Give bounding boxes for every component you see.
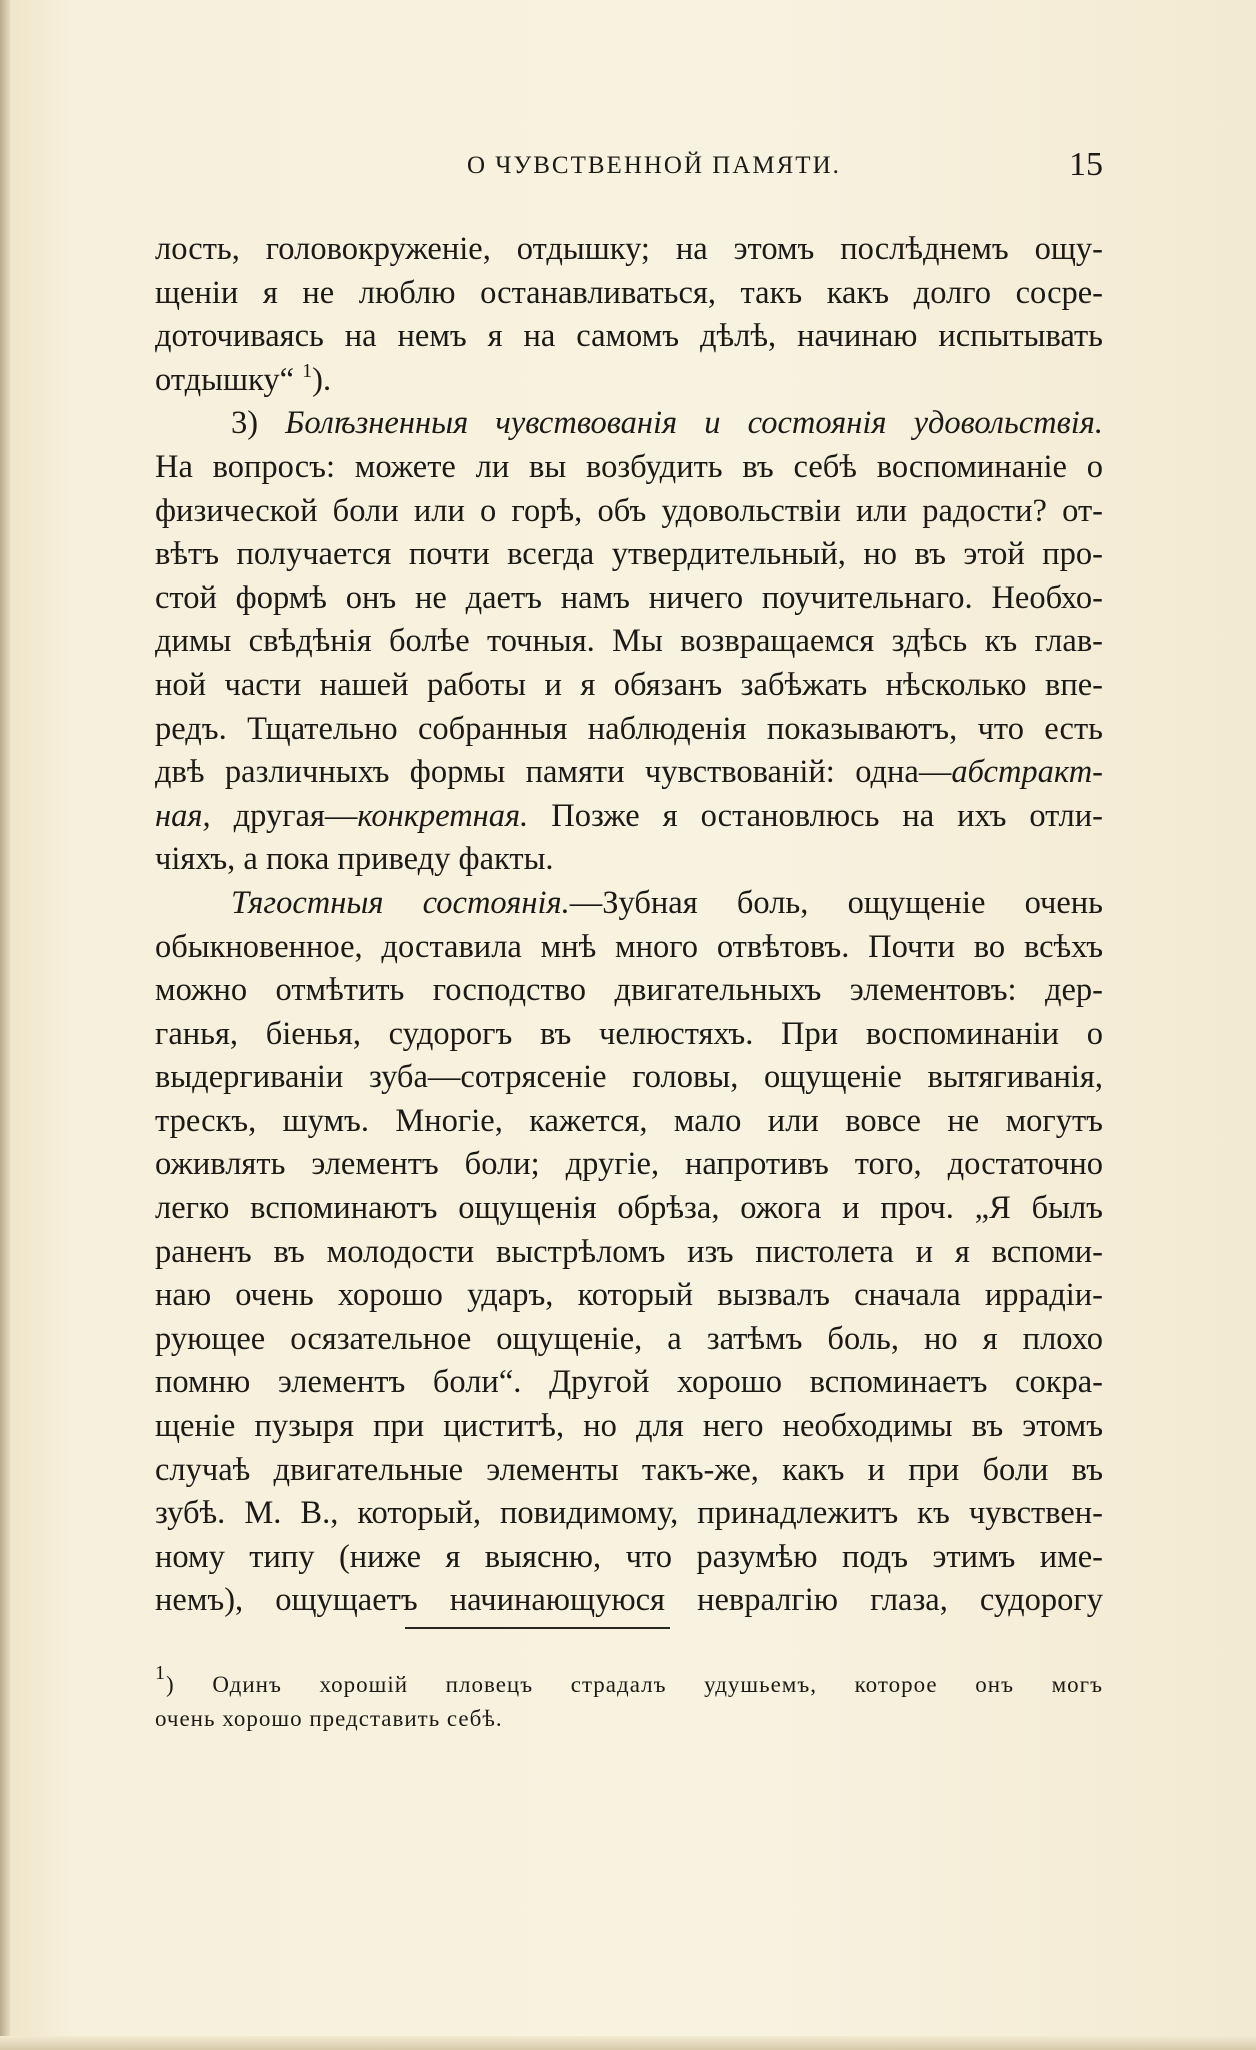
text-line: физической боли или о горѣ, объ удовольствіи или радости? от- (155, 492, 1103, 529)
text-line: раненъ въ молодости выстрѣломъ изъ пистолета и я вспоми- (155, 1233, 1103, 1270)
text-line: случаѣ двигательные элементы такъ-же, какъ и при боли въ (155, 1451, 1103, 1488)
text-fragment: отдышку“ (155, 361, 294, 398)
footnote (155, 1662, 1103, 1736)
page-bottom-edge (0, 2036, 1256, 2050)
text-line (155, 882, 1103, 926)
text-line: стой формѣ онъ не даетъ намъ ничего поучительнаго. Необхо- (155, 579, 1103, 616)
italic-term: абстракт- (951, 754, 1103, 791)
text-line: зубѣ. М. В., который, повидимому, принадлежитъ къ чувствен- (155, 1495, 1103, 1532)
text-fragment: другая— (210, 797, 358, 834)
text-line: помню элементъ боли“. Другой хорошо вспоминаетъ сокра- (155, 1364, 1103, 1401)
text-line: выдергиваніи зуба—сотрясеніе головы, ощущеніе вытягиванія, (155, 1059, 1103, 1096)
text-line (155, 359, 1103, 403)
text-line: обыкновенное, доставила мнѣ много отвѣтовъ. Почти во всѣхъ (155, 928, 1103, 965)
running-title: О ЧУВСТВЕННОЙ ПАМЯТИ. (467, 152, 841, 179)
footnote-line (155, 1662, 1103, 1702)
text-line: димы свѣдѣнія болѣе точныя. Мы возвращаемся здѣсь къ глав- (155, 623, 1103, 660)
text-line: наю очень хорошо ударъ, который вызвалъ сначала иррадіи- (155, 1277, 1103, 1314)
text-line: ганья, біенья, судорогъ въ челюстяхъ. При воспоминаніи о (155, 1015, 1103, 1052)
page-header (155, 148, 1103, 188)
italic-term: конкретная. (357, 797, 529, 834)
text-line: можно отмѣтить господство двигательныхъ элементовъ: дер- (155, 972, 1103, 1009)
text-line: редъ. Тщательно собранныя наблюденія показываютъ, что есть (155, 710, 1103, 747)
footnote-line: очень хорошо представить себѣ. (155, 1706, 503, 1731)
italic-term: ная, (155, 797, 211, 834)
text-line: рующее осязательное ощущеніе, а затѣмъ боль, но я плохо (155, 1320, 1103, 1357)
body-text (155, 228, 1103, 1623)
section-heading-line (155, 402, 1103, 446)
section-heading: Болѣзненныя чувствованія и состоянія удовольствія. (285, 405, 1103, 442)
text-line: легко вспоминаютъ ощущенія обрѣза, ожога и проч. „Я былъ (155, 1190, 1103, 1227)
text-line: лость, головокруженіе, отдышку; на этомъ послѣднемъ ощу- (155, 231, 1103, 267)
text-line: доточиваясь на немъ я на самомъ дѣлѣ, начинаю испытывать (155, 318, 1103, 355)
text-line: немъ), ощущаетъ начинающуюся невралгію глаза, судорогу (155, 1582, 1103, 1619)
text-fragment: Позже я остановлюсь на ихъ отли- (528, 797, 1103, 834)
text-line: чіяхъ, а пока приведу факты. (155, 841, 554, 878)
text-fragment: —Зубная боль, ощущеніе очень (569, 884, 1103, 921)
text-fragment: ) Одинъ хорошій пловецъ страдалъ удушьемъ, которое онъ могъ (166, 1672, 1103, 1697)
subsection-heading: Тягостныя состоянія. (231, 884, 570, 921)
book-spine-edge (0, 0, 10, 2050)
text-line: щеніе пузыря при циститѣ, но для него необходимы въ этомъ (155, 1408, 1103, 1445)
section-number: 3) (231, 405, 259, 442)
page-number: 15 (1069, 146, 1103, 183)
footnote-marker: 1 (155, 1662, 166, 1684)
footnote-ref: 1 (302, 359, 313, 382)
text-line: вѣтъ получается почти всегда утвердительный, но въ этой про- (155, 536, 1103, 573)
text-line (155, 751, 1103, 795)
text-line: трескъ, шумъ. Многіе, кажется, мало или вовсе не могутъ (155, 1102, 1103, 1139)
text-line: щеніи я не люблю останавливаться, такъ какъ долго сосре- (155, 274, 1103, 311)
text-fragment: двѣ различныхъ формы памяти чувствованій: одна— (155, 754, 952, 791)
text-line: ной части нашей работы и я обязанъ забѣжать нѣсколько впе- (155, 666, 1103, 703)
text-line: оживлять элементъ боли; другіе, напротивъ того, достаточно (155, 1146, 1103, 1183)
text-fragment: ). (312, 361, 332, 398)
footnote-separator (405, 1627, 670, 1629)
text-line: ному типу (ниже я выясню, что разумѣю подъ этимъ име- (155, 1538, 1103, 1575)
text-line: На вопросъ: можете ли вы возбудить въ себѣ воспоминаніе о (155, 448, 1103, 485)
text-line (155, 795, 1103, 839)
